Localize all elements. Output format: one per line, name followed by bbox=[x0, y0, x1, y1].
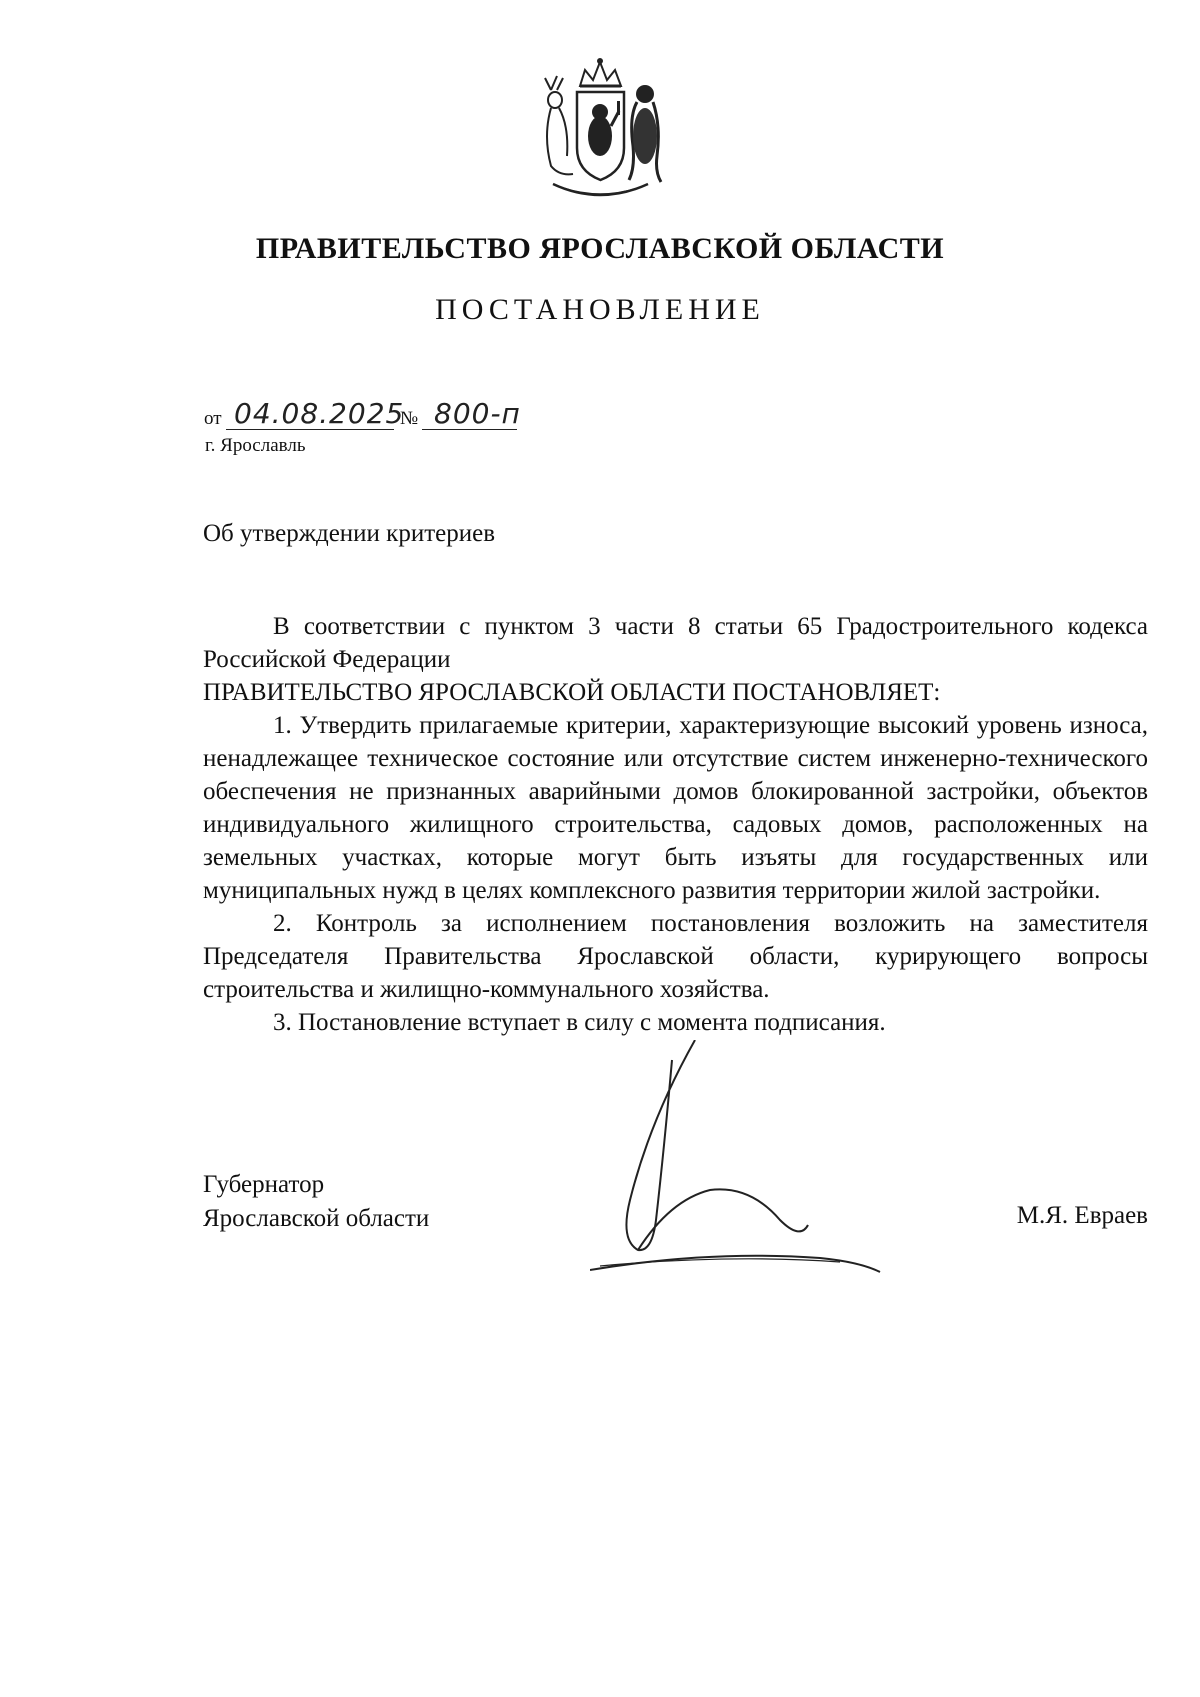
signatory-name: М.Я. Евраев bbox=[1016, 1202, 1148, 1229]
item-1: 1. Утвердить прилагаемые критерии, характеризующие высокий уровень износа, ненадлежащее техническое состояние или отсутствие систем инженерно-технического обеспечения не признанных аварийными домов блокированной застройки, объектов индивидуального жилищного строительства, садовых домов, расположенных на земельных участках, которые могут быть изъяты для государственных или муниципальных нужд в целях комплексного развития территории жилой застройки. bbox=[203, 712, 1148, 904]
handwritten-signature bbox=[590, 1040, 920, 1310]
date-prefix: от bbox=[204, 408, 222, 429]
signatory-position bbox=[203, 1168, 429, 1236]
item-3: 3. Постановление вступает в силу с момента подписания. bbox=[273, 1009, 886, 1036]
intro-paragraph: В соответствии с пунктом 3 части 8 статьи 65 Градостроительного кодекса Российской Федерации bbox=[203, 613, 1148, 673]
handwritten-date: 04.08.2025 bbox=[234, 397, 405, 430]
date-number-line bbox=[204, 396, 604, 436]
handwritten-number: 800-п bbox=[434, 397, 521, 430]
city: г. Ярославль bbox=[205, 435, 306, 456]
coat-of-arms-emblem bbox=[533, 56, 668, 206]
decree-line: ПРАВИТЕЛЬСТВО ЯРОСЛАВСКОЙ ОБЛАСТИ ПОСТАНОВЛЯЕТ: bbox=[203, 679, 941, 706]
document-body bbox=[203, 610, 1148, 1039]
item-2: 2. Контроль за исполнением постановления возложить на заместителя Председателя Правительства Ярославской области, курирующего вопросы строительства и жилищно-коммунального хозяйства. bbox=[203, 910, 1148, 1003]
number-prefix: № bbox=[400, 408, 419, 429]
document-type: ПОСТАНОВЛЕНИЕ bbox=[435, 293, 765, 326]
document-subject: Об утверждении критериев bbox=[203, 520, 496, 547]
position-line-2: Ярославской области bbox=[203, 1205, 430, 1232]
government-title: ПРАВИТЕЛЬСТВО ЯРОСЛАВСКОЙ ОБЛАСТИ bbox=[255, 232, 945, 265]
position-line-1: Губернатор bbox=[203, 1171, 325, 1198]
